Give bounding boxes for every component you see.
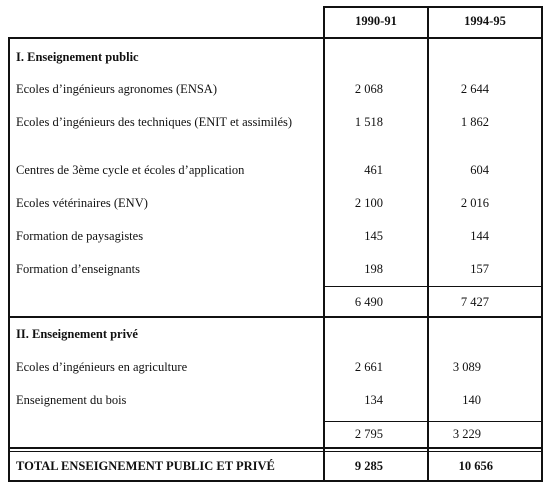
row-value-enit-1994: 1 862 [460,115,489,129]
total-1994: 10 656 [458,459,493,473]
column-header-1994-95: 1994-95 [464,14,506,28]
row-label-env: Ecoles vétérinaires (ENV) [16,196,148,210]
row-value-paysagistes-1994: 144 [470,229,489,243]
total-1990: 9 285 [354,459,383,473]
row-label-ensa: Ecoles d’ingénieurs agronomes (ENSA) [16,82,217,96]
row-value-agriculture-1994: 3 089 [452,360,481,374]
row-value-enit-1990: 1 518 [354,115,383,129]
total-label: TOTAL ENSEIGNEMENT PUBLIC ET PRIVÉ [16,459,275,473]
table-right-border [541,6,543,482]
row-value-agriculture-1990: 2 661 [354,360,383,374]
row-label-enit: Ecoles d’ingénieurs des techniques (ENIT et assimilés) [16,115,293,129]
row-label-paysagistes: Formation de paysagistes [16,229,144,243]
column-header-1990-91: 1990-91 [355,14,397,28]
subtotal-private-1990: 2 795 [354,427,383,441]
section-title-public: I. Enseignement public [16,50,139,64]
table-top-border [8,37,543,39]
section2-bottom-border [8,447,543,449]
subtotal1-top-border [323,286,543,287]
row-label-centres: Centres de 3ème cycle et écoles d’application [16,163,245,177]
header-top-border [323,6,543,8]
row-value-centres-1994: 604 [470,163,489,177]
col-divider [427,6,429,482]
row-value-ensa-1990: 2 068 [354,82,383,96]
subtotal-public-1994: 7 427 [460,295,489,309]
row-value-paysagistes-1990: 145 [364,229,383,243]
total-top-border [8,451,543,452]
table-left-border [8,37,10,482]
row-value-env-1994: 2 016 [460,196,489,210]
row-value-ensa-1994: 2 644 [460,82,489,96]
row-value-bois-1994: 140 [462,393,481,407]
row-label-agriculture: Ecoles d’ingénieurs en agriculture [16,360,188,374]
table-bottom-border [8,480,543,482]
row-value-enseignants-1990: 198 [364,262,383,276]
subtotal-private-1994: 3 229 [452,427,481,441]
col1-left-border [323,37,325,482]
section-title-private: II. Enseignement privé [16,327,138,341]
row-label-enseignants: Formation d’enseignants [16,262,140,276]
subtotal2-top-border [323,421,543,422]
row-value-enseignants-1994: 157 [470,262,489,276]
section1-bottom-border [8,316,543,318]
row-value-bois-1990: 134 [364,393,383,407]
row-label-bois: Enseignement du bois [16,393,127,407]
row-value-env-1990: 2 100 [354,196,383,210]
subtotal-public-1990: 6 490 [354,295,383,309]
row-value-centres-1990: 461 [364,163,383,177]
